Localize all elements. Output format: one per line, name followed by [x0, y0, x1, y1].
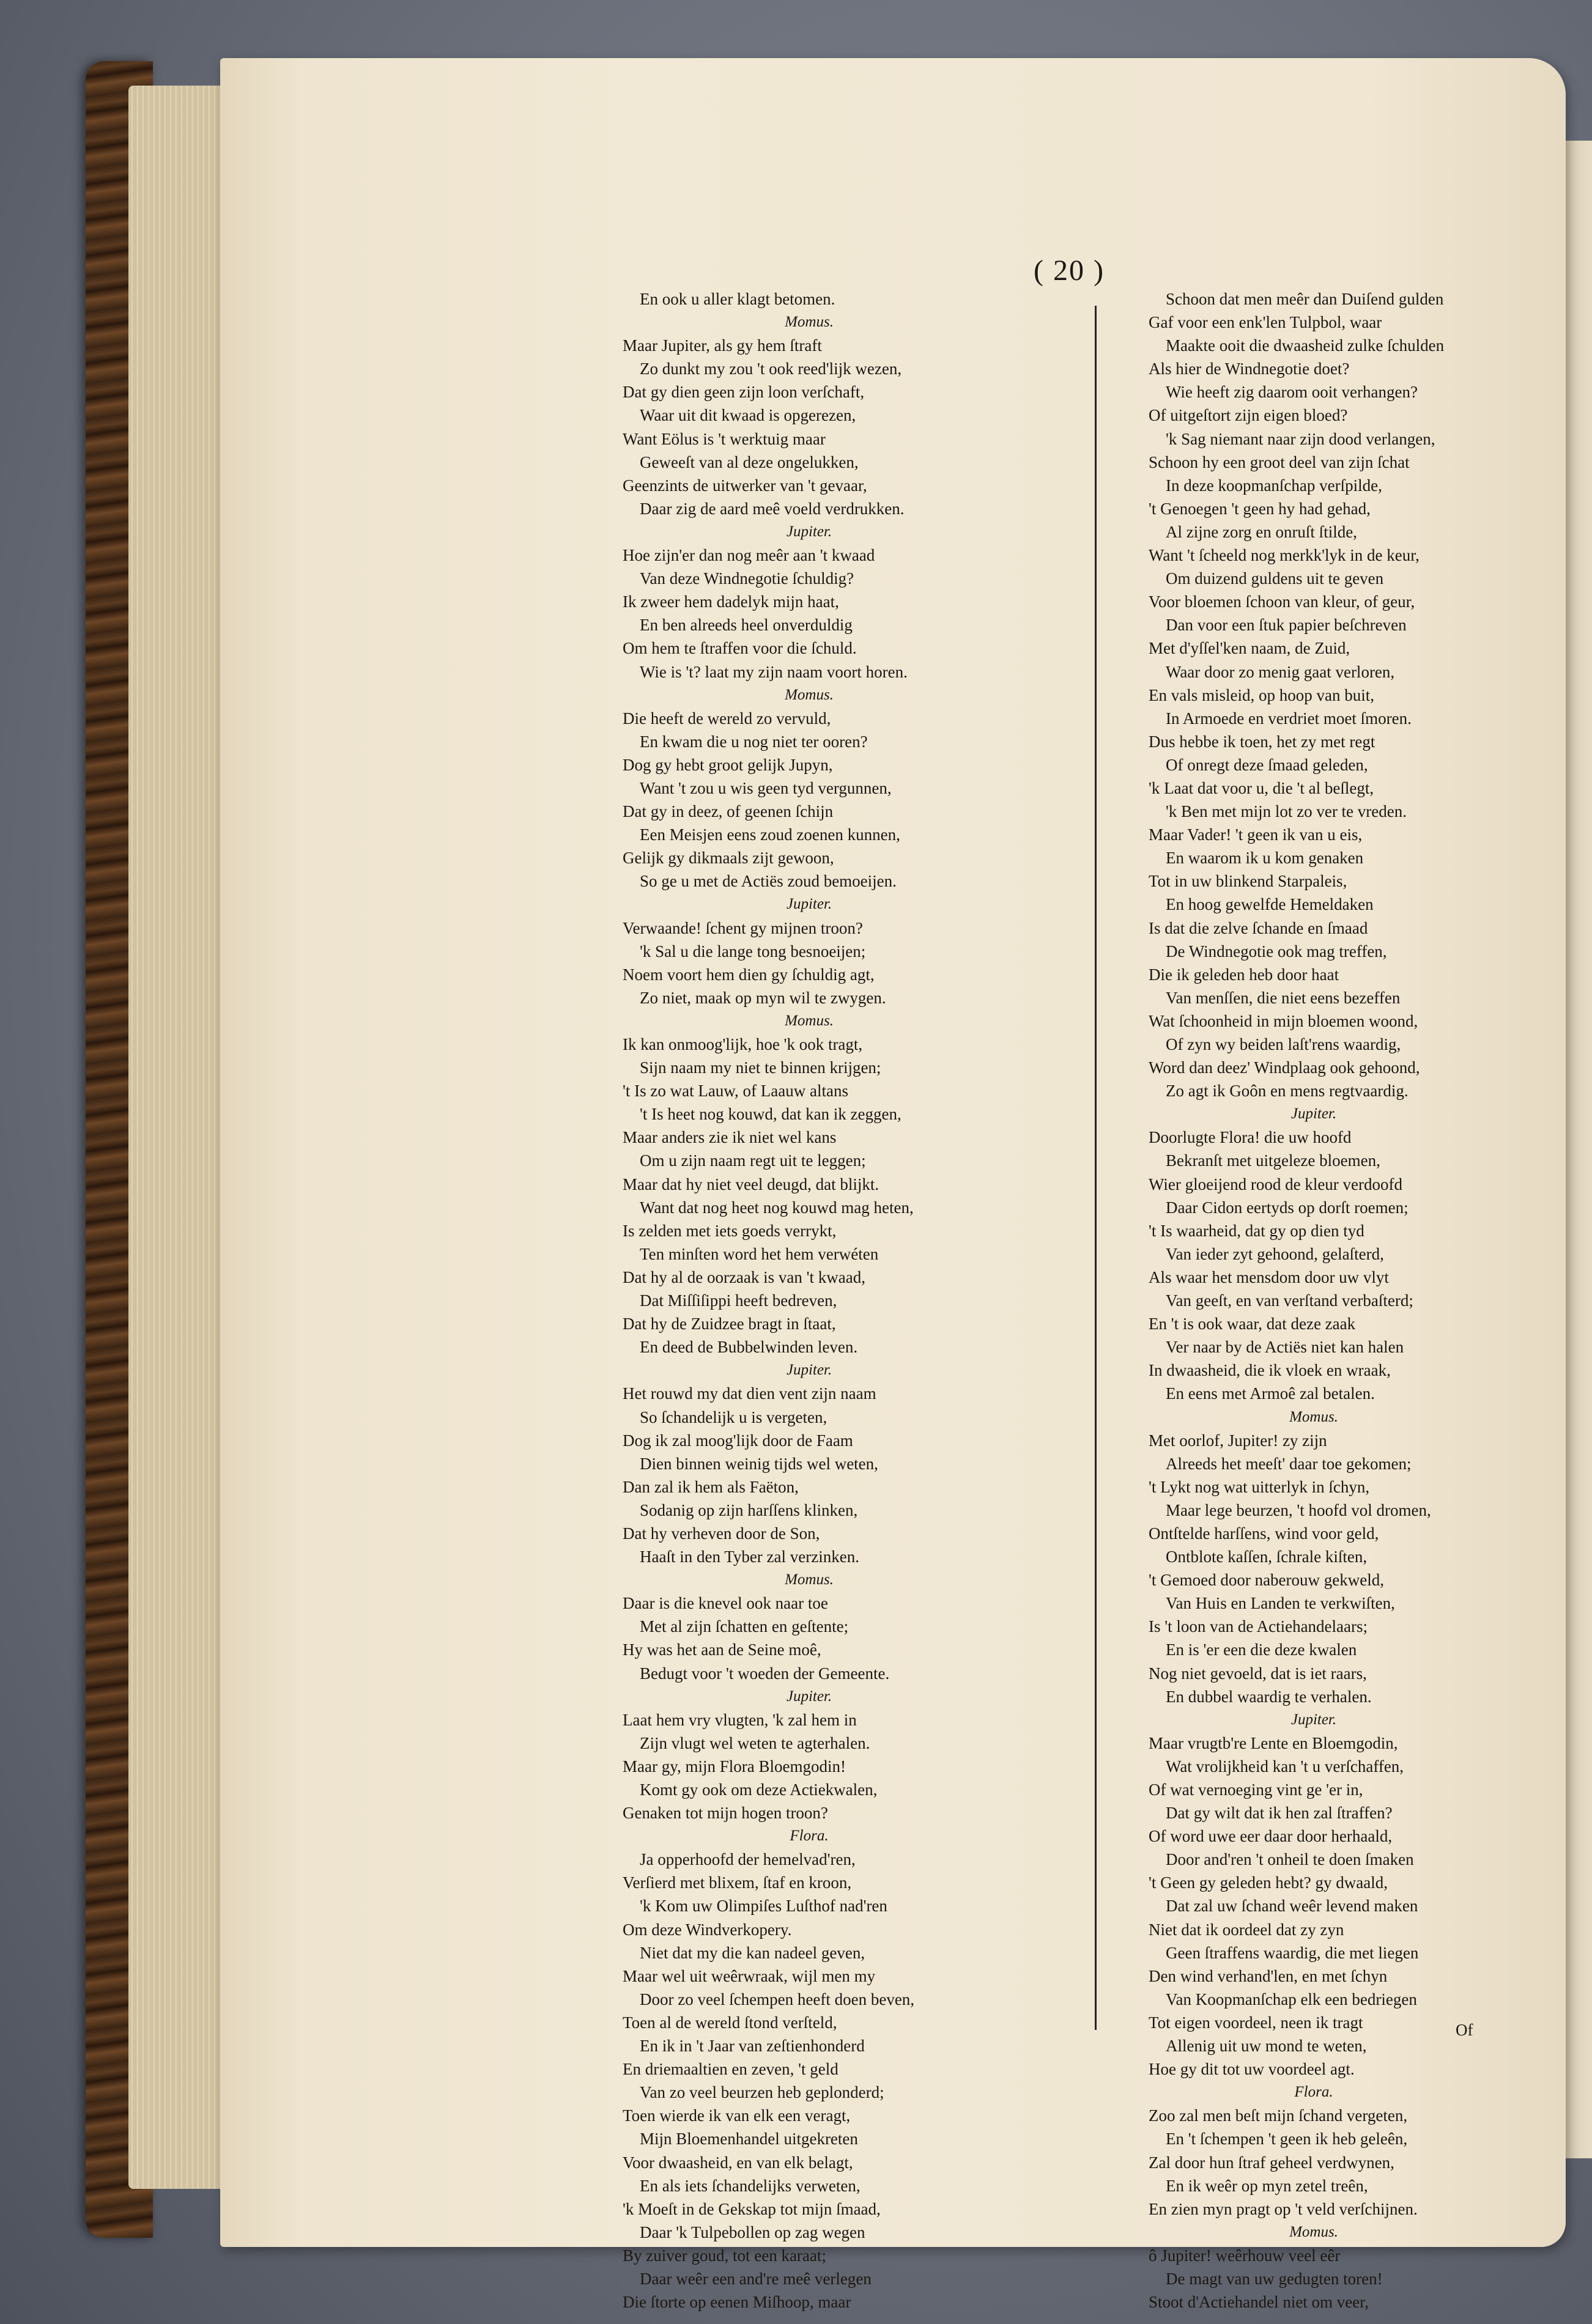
verse-line: Hy was het aan de Seine moê, — [623, 1640, 821, 1659]
verse-line: Komt gy ook om deze Actiekwalen, — [640, 1780, 878, 1799]
verse-line: Niet dat my die kan nadeel geven, — [640, 1943, 865, 1962]
verse-line: Van Koopmanſchap elk een bedriegen — [1166, 1990, 1417, 2009]
verse-line: Ik zweer hem dadelyk mijn haat, — [623, 592, 839, 611]
verse-line: En ook u aller klagt betomen. — [640, 290, 835, 308]
verse-line: En eens met Armoê zal betalen. — [1166, 1384, 1375, 1403]
verse-line: Genaken tot mijn hogen troon? — [623, 1804, 828, 1823]
speaker-name: Flora. — [790, 1828, 829, 1845]
left-column — [623, 287, 1087, 2314]
verse-line: Die ſtorte op eenen Miſhoop, maar — [623, 2293, 851, 2312]
verse-line: So ge u met de Actiës zoud bemoeijen. — [640, 872, 897, 891]
verse-line: Een Meisjen eens zoud zoenen kunnen, — [640, 825, 900, 844]
verse-line: Geenzints de uitwerker van 't gevaar, — [623, 476, 867, 495]
verse-line: Met oorlof, Jupiter! zy zijn — [1149, 1431, 1327, 1450]
verse-line: Geen ſtraffens waardig, die met liegen — [1166, 1943, 1419, 1962]
speaker-name: Jupiter. — [786, 523, 832, 540]
verse-line: ô Jupiter! weêrhouw veel eêr — [1149, 2246, 1341, 2265]
verse-line: Of word uwe eer daar door herhaald, — [1149, 1827, 1393, 1846]
verse-line: En dubbel waardig te verhalen. — [1166, 1687, 1372, 1706]
verse-line: Dien binnen weinig tijds wel weten, — [640, 1454, 878, 1473]
verse-line: Dus hebbe ik toen, het zy met regt — [1149, 732, 1375, 751]
verse-line: Ver naar by de Actiës niet kan halen — [1166, 1338, 1404, 1357]
verse-line: De magt van uw gedugten toren! — [1166, 2269, 1383, 2288]
verse-line: Bedugt voor 't woeden der Gemeente. — [640, 1664, 890, 1683]
verse-line: En vals misleid, op hoop van buit, — [1149, 685, 1374, 704]
verse-line: En 't is ook waar, dat deze zaak — [1149, 1315, 1356, 1334]
verse-line: Dat hy verheven door de Son, — [623, 1524, 820, 1543]
verse-line: Tot eigen voordeel, neen ik tragt — [1149, 2013, 1363, 2032]
verse-line: Zoo zal men beſt mijn ſchand vergeten, — [1149, 2106, 1408, 2125]
verse-line: Of wat vernoeging vint ge 'er in, — [1149, 1780, 1363, 1799]
verse-line: En driemaaltien en zeven, 't geld — [623, 2060, 839, 2079]
verse-line: Zijn vlugt wel weten te agterhalen. — [640, 1733, 870, 1752]
verse-line: De Windnegotie ook mag treffen, — [1166, 942, 1387, 961]
verse-line: Is dat die zelve ſchande en ſmaad — [1149, 918, 1368, 937]
catchword: Of — [1456, 2021, 1473, 2039]
verse-line: Alreeds het meeſt' daar toe gekomen; — [1166, 1454, 1412, 1473]
verse-line: Stoot d'Actiehandel niet om veer, — [1149, 2293, 1369, 2312]
verse-line: 't Geen gy geleden hebt? gy dwaald, — [1149, 1873, 1388, 1892]
verse-line: Dat Miſſiſippi heeft bedreven, — [640, 1291, 837, 1310]
verse-line: 'k Sag niemant naar zijn dood verlangen, — [1166, 429, 1435, 448]
verse-line: En 't ſchempen 't geen ik heb geleên, — [1166, 2130, 1408, 2149]
speaker-name: Momus. — [785, 1571, 834, 1588]
speaker-name: Momus. — [785, 314, 834, 331]
verse-line: Maar wel uit weêrwraak, wijl men my — [623, 1966, 876, 1985]
verse-line: Maar dat hy niet veel deugd, dat blijkt. — [623, 1175, 879, 1193]
verse-line: Tot in uw blinkend Starpaleis, — [1149, 872, 1347, 891]
verse-line: Mijn Bloemenhandel uitgekreten — [640, 2130, 858, 2149]
verse-line: Om deze Windverkopery. — [623, 1920, 792, 1939]
verse-line: Wier gloeijend rood de kleur verdoofd — [1149, 1175, 1403, 1193]
verse-line: Van geeſt, en van verſtand verbaſterd; — [1166, 1291, 1413, 1310]
verse-line: Dog gy hebt groot gelijk Jupyn, — [623, 755, 833, 774]
verse-line: Daar is die knevel ook naar toe — [623, 1594, 828, 1613]
verse-line: Van menſſen, die niet eens bezeffen — [1166, 988, 1401, 1007]
verse-line: Bekranſt met uitgeleze bloemen, — [1166, 1151, 1380, 1170]
verse-line: Ten minſten word het hem verwéten — [640, 1244, 879, 1263]
verse-line: Maar anders zie ik niet wel kans — [623, 1128, 837, 1147]
verse-line: Om hem te ſtraffen voor die ſchuld. — [623, 639, 857, 658]
verse-line: 't Is waarheid, dat gy op dien tyd — [1149, 1221, 1364, 1240]
verse-line: In dwaasheid, die ik vloek en wraak, — [1149, 1361, 1391, 1380]
verse-line: Sodanig op zijn harſſens klinken, — [640, 1500, 858, 1519]
verse-line: Ontſtelde harſſens, wind voor geld, — [1149, 1524, 1379, 1543]
verse-line: Schoon hy een groot deel van zijn ſchat — [1149, 452, 1410, 471]
verse-line: Van zo veel beurzen heb geplonderd; — [640, 2083, 884, 2102]
verse-line: Dat zal uw ſchand weêr levend maken — [1166, 1897, 1418, 1916]
verse-line: 't Lykt nog wat uitterlyk in ſchyn, — [1149, 1477, 1370, 1496]
verse-line: Als hier de Windnegotie doet? — [1149, 360, 1350, 378]
verse-line: Maar Vader! 't geen ik van u eis, — [1149, 825, 1363, 844]
verse-line: Verſierd met blixem, ſtaf en kroon, — [623, 1873, 852, 1892]
verse-line: In deze koopmanſchap verſpilde, — [1166, 476, 1382, 495]
verse-line: Daar weêr een and're meê verlegen — [640, 2269, 872, 2288]
verse-line: En ben alreeds heel onverduldig — [640, 616, 853, 635]
speaker-name: Momus. — [1289, 2223, 1338, 2240]
speaker-name: Jupiter. — [1290, 1105, 1337, 1123]
verse-line: Zo agt ik Goôn en mens regtvaardig. — [1166, 1082, 1409, 1101]
verse-line: Om duizend guldens uit te geven — [1166, 569, 1384, 588]
verse-line: Noem voort hem dien gy ſchuldig agt, — [623, 965, 875, 984]
verse-line: Dan voor een ſtuk papier beſchreven — [1166, 616, 1407, 635]
verse-line: Daar Cidon eertyds op dorſt roemen; — [1166, 1198, 1409, 1217]
verse-line: Of zyn wy beiden laſt'rens waardig, — [1166, 1035, 1401, 1053]
verse-line: Want 't ſcheeld nog merkk'lyk in de keur, — [1149, 546, 1420, 565]
verse-line: Zal door hun ſtraf geheel verdwynen, — [1149, 2153, 1394, 2172]
verse-line: Ontblote kaſſen, ſchrale kiſten, — [1166, 1547, 1368, 1566]
verse-line: Gaf voor een enk'len Tulpbol, waar — [1149, 313, 1382, 332]
verse-line: Den wind verhand'len, en met ſchyn — [1149, 1966, 1388, 1985]
verse-line: Want Eölus is 't werktuig maar — [623, 429, 826, 448]
speaker-name: Momus. — [785, 1012, 834, 1029]
verse-line: En hoog gewelfde Hemeldaken — [1166, 895, 1374, 914]
verse-line: Verwaande! ſchent gy mijnen troon? — [623, 918, 863, 937]
verse-line: Met al zijn ſchatten en geſtente; — [640, 1617, 849, 1636]
verse-line: Dat hy de Zuidzee bragt in ſtaat, — [623, 1315, 836, 1334]
verse-line: 't Genoegen 't geen hy had gehad, — [1149, 499, 1371, 518]
verse-line: By zuiver goud, tot een karaat; — [623, 2246, 826, 2265]
verse-line: Of onregt deze ſmaad geleden, — [1166, 755, 1368, 774]
verse-line: Word dan deez' Windplaag ook gehoond, — [1149, 1058, 1420, 1077]
column-divider — [1095, 306, 1097, 2030]
verse-line: Want 't zou u wis geen tyd vergunnen, — [640, 778, 892, 797]
verse-line: Door zo veel ſchempen heeft doen beven, — [640, 1990, 915, 2009]
verse-line: Van deze Windnegotie ſchuldig? — [640, 569, 854, 588]
verse-line: En is 'er een die deze kwalen — [1166, 1640, 1357, 1659]
speaker-name: Flora. — [1294, 2084, 1333, 2101]
verse-line: Zo niet, maak op myn wil te zwygen. — [640, 988, 886, 1007]
verse-line: Is zelden met iets goeds verrykt, — [623, 1221, 837, 1240]
verse-line: In Armoede en verdriet moet ſmoren. — [1166, 709, 1412, 728]
verse-line: Daar zig de aard meê voeld verdrukken. — [640, 499, 905, 518]
verse-line: Het rouwd my dat dien vent zijn naam — [623, 1384, 876, 1403]
verse-line: Allenig uit uw mond te weten, — [1166, 2037, 1367, 2056]
verse-line: 't Gemoed door naberouw gekweld, — [1149, 1571, 1385, 1590]
verse-line: Waar door zo menig gaat verloren, — [1166, 662, 1395, 681]
verse-line: Zo dunkt my zou 't ook reed'lijk wezen, — [640, 360, 902, 378]
verse-line: Van Huis en Landen te verkwiſten, — [1166, 1594, 1395, 1613]
verse-line: Voor dwaasheid, en van elk belagt, — [623, 2153, 853, 2172]
page-number: ( 20 ) — [1034, 254, 1105, 287]
verse-line: Gelijk gy dikmaals zijt gewoon, — [623, 849, 834, 868]
verse-line: Is 't loon van de Actiehandelaars; — [1149, 1617, 1368, 1636]
verse-line: Niet dat ik oordeel dat zy zyn — [1149, 1920, 1344, 1939]
speaker-name: Jupiter. — [786, 1688, 832, 1705]
verse-line: Maar lege beurzen, 't hoofd vol dromen, — [1166, 1500, 1431, 1519]
verse-line: 'k Kom uw Olimpiſes Luſthof nad'ren — [640, 1897, 887, 1916]
verse-line: En ik in 't Jaar van zeſtienhonderd — [640, 2037, 865, 2056]
verse-line: Door and'ren 't onheil te doen ſmaken — [1166, 1850, 1414, 1869]
verse-line: Schoon dat men meêr dan Duiſend gulden — [1166, 290, 1444, 308]
verse-line: Al zijne zorg en onruſt ſtilde, — [1166, 522, 1357, 541]
verse-line: Ik kan onmoog'lijk, hoe 'k ook tragt, — [623, 1035, 863, 1053]
verse-line: En ik weêr op myn zetel treên, — [1166, 2176, 1368, 2195]
verse-line: En zien myn pragt op 't veld verſchijnen. — [1149, 2199, 1418, 2218]
verse-line: Geweeſt van al deze ongelukken, — [640, 452, 859, 471]
verse-line: Hoe gy dit tot uw voordeel agt. — [1149, 2060, 1355, 2079]
verse-line: Wat vrolijkheid kan 't u verſchaffen, — [1166, 1757, 1404, 1776]
verse-line: Voor bloemen ſchoon van kleur, of geur, — [1149, 592, 1415, 611]
verse-line: Dan zal ik hem als Faëton, — [623, 1477, 799, 1496]
verse-line: 'k Sal u die lange tong besnoeijen; — [640, 942, 866, 961]
verse-line: Dat gy dien geen zijn loon verſchaft, — [623, 383, 865, 402]
verse-line: Wie is 't? laat my zijn naam voort horen. — [640, 662, 908, 681]
verse-line: Die heeft de wereld zo vervuld, — [623, 709, 831, 728]
verse-line: Of uitgeſtort zijn eigen bloed? — [1149, 406, 1348, 425]
verse-line: 'k Moeſt in de Gekskap tot mijn ſmaad, — [623, 2199, 881, 2218]
verse-line: Daar 'k Tulpebollen op zag wegen — [640, 2223, 865, 2241]
verse-line: Laat hem vry vlugten, 'k zal hem in — [623, 1710, 857, 1729]
verse-line: Van ieder zyt gehoond, gelaſterd, — [1166, 1244, 1384, 1263]
verse-line: Wie heeft zig daarom ooit verhangen? — [1166, 383, 1418, 402]
verse-line: Wat ſchoonheid in mijn bloemen woond, — [1149, 1011, 1418, 1030]
verse-line: Dat gy in deez, of geenen ſchijn — [623, 802, 834, 821]
verse-line: Maakte ooit die dwaasheid zulke ſchulden — [1166, 336, 1445, 355]
speaker-name: Jupiter. — [786, 896, 832, 913]
speaker-name: Momus. — [1289, 1408, 1338, 1425]
verse-line: Dat gy wilt dat ik hen zal ſtraffen? — [1166, 1804, 1393, 1823]
verse-line: Toen wierde ik van elk een veragt, — [623, 2106, 851, 2125]
verse-line: 'k Ben met mijn lot zo ver te vreden. — [1166, 802, 1407, 821]
verse-line: Doorlugte Flora! die uw hoofd — [1149, 1128, 1352, 1147]
right-column — [1149, 287, 1516, 2314]
verse-line: Om u zijn naam regt uit te leggen; — [640, 1151, 866, 1170]
verse-line: So ſchandelijk u is vergeten, — [640, 1407, 827, 1426]
speaker-name: Jupiter. — [786, 1362, 832, 1379]
verse-line: Maar Jupiter, als gy hem ſtraft — [623, 336, 822, 355]
speaker-name: Momus. — [785, 686, 834, 703]
verse-line: Als waar het mensdom door uw vlyt — [1149, 1267, 1389, 1286]
verse-line: En als iets ſchandelijks verweten, — [640, 2176, 861, 2195]
verse-line: Waar uit dit kwaad is opgerezen, — [640, 406, 856, 425]
speaker-name: Jupiter. — [1290, 1711, 1337, 1728]
verse-line: Ja opperhoofd der hemelvad'ren, — [640, 1850, 856, 1869]
verse-line: Maar vrugtb're Lente en Bloemgodin, — [1149, 1733, 1398, 1752]
verse-line: Toen al de wereld ſtond verſteld, — [623, 2013, 837, 2032]
verse-line: En deed de Bubbelwinden leven. — [640, 1338, 858, 1357]
verse-line: 't Is heet nog kouwd, dat kan ik zeggen, — [640, 1105, 902, 1124]
verse-line: Die ik geleden heb door haat — [1149, 965, 1339, 984]
verse-line: Want dat nog heet nog kouwd mag heten, — [640, 1198, 914, 1217]
verse-line: Haaſt in den Tyber zal verzinken. — [640, 1547, 859, 1566]
verse-line: Hoe zijn'er dan nog meêr aan 't kwaad — [623, 546, 875, 565]
verse-line: Nog niet gevoeld, dat is iet raars, — [1149, 1664, 1367, 1683]
verse-line: Met d'yſſel'ken naam, de Zuid, — [1149, 639, 1350, 658]
verse-line: Sijn naam my niet te binnen krijgen; — [640, 1058, 881, 1077]
verse-line: Dog ik zal moog'lijk door de Faam — [623, 1431, 853, 1450]
verse-line: En kwam die u nog niet ter ooren? — [640, 732, 868, 751]
verse-line: 'k Laat dat voor u, die 't al beſlegt, — [1149, 778, 1374, 797]
verse-line: Maar gy, mijn Flora Bloemgodin! — [623, 1757, 846, 1776]
verse-line: En waarom ik u kom genaken — [1166, 849, 1364, 868]
verse-line: 't Is zo wat Lauw, of Laauw altans — [623, 1082, 848, 1101]
verse-line: Dat hy al de oorzaak is van 't kwaad, — [623, 1267, 865, 1286]
